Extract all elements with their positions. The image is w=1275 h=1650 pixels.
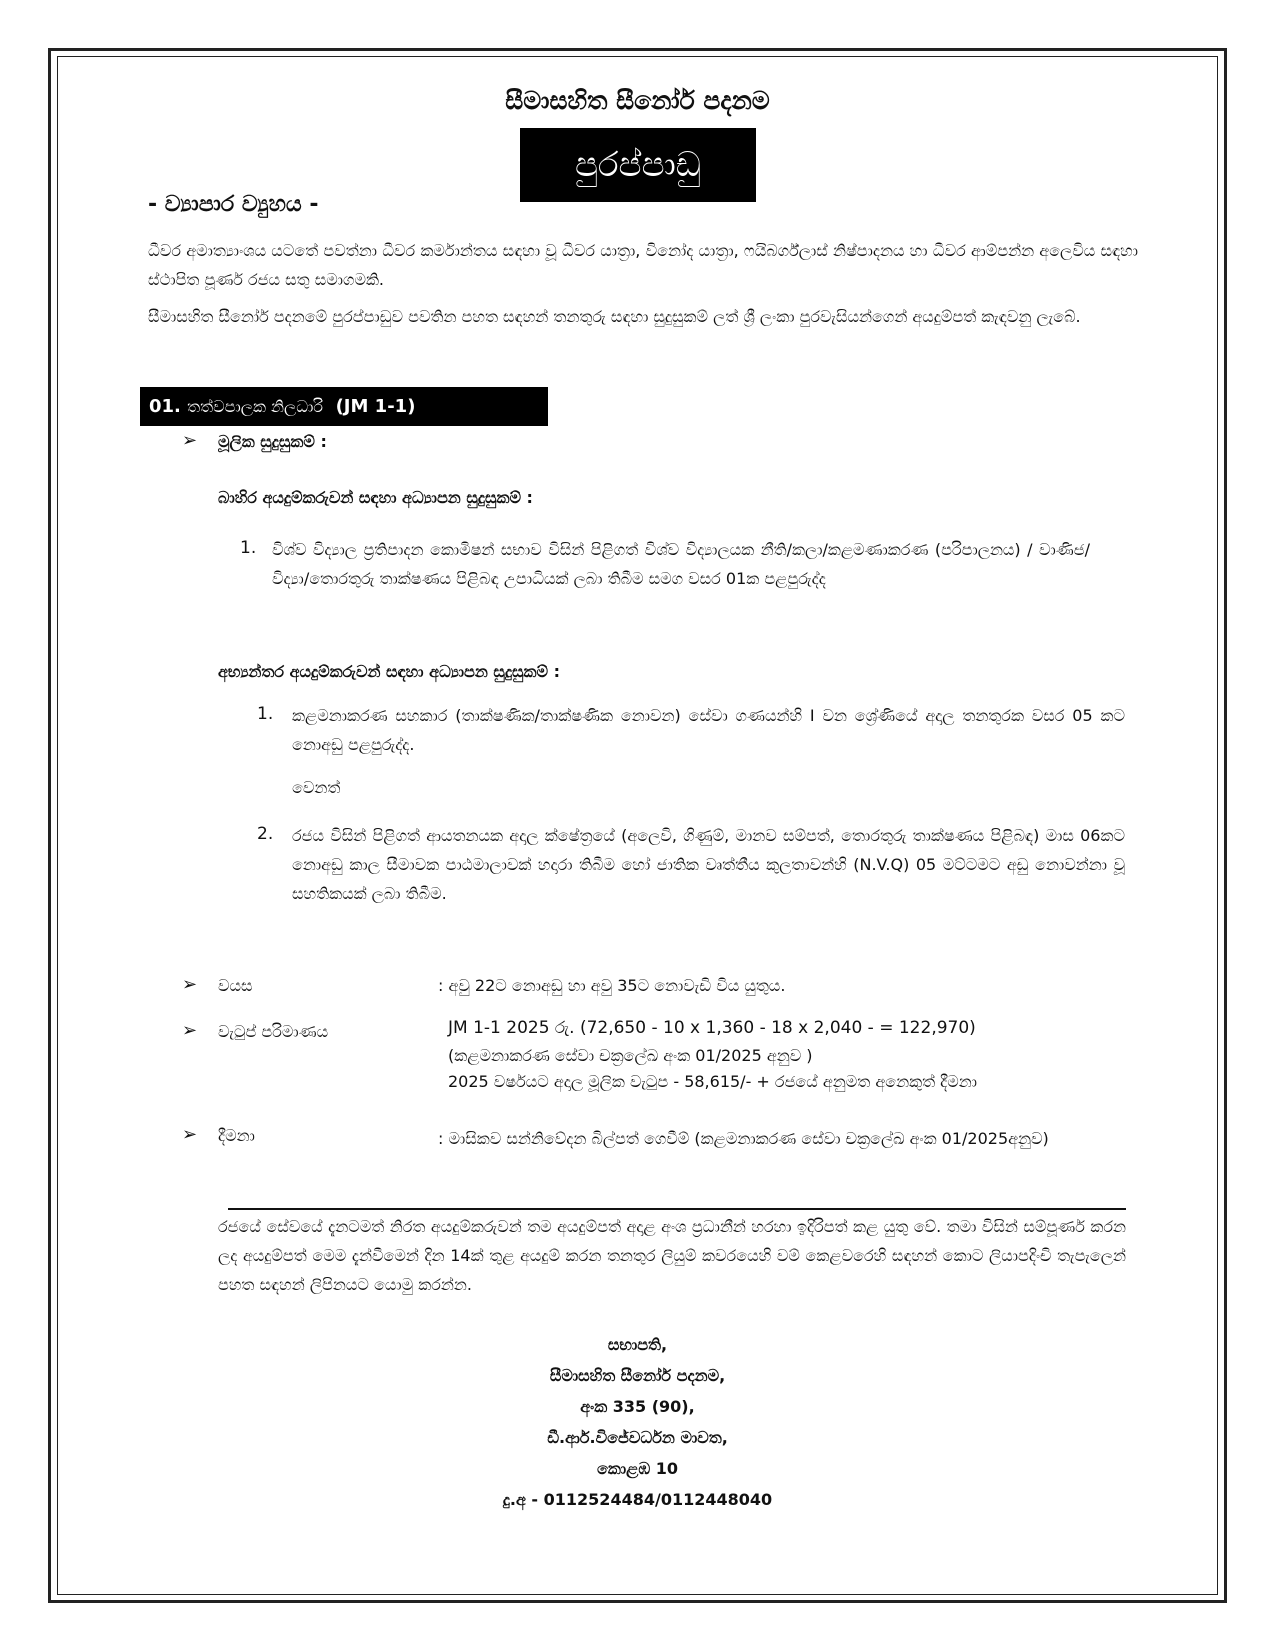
organization-title: සීමාසහිත සීනෝර් පදනම [505, 86, 770, 115]
vacancies-banner: පුරප්පාඩු [520, 128, 756, 202]
telephone: දු.අ - 0112524484/0112448040 [502, 1490, 773, 1509]
address-line: කොළඹ 10 [596, 1459, 679, 1478]
post-grade: (JM 1-1) [335, 396, 416, 417]
bullet-arrow-icon: ➢ [182, 1124, 198, 1145]
intro-paragraph-1: ධීවර අමාත්‍යාංශය යටතේ පවත්නා ධීවර කර්මාන්තය සඳහා වූ ධීවර යාත්‍රා, විනෝද යාත්‍රා, ෆයිබර්ග්ලාස් නිෂ්පාදනය හා ධීවර ආම්පන්න අලෙවිය සඳහා ස්ථාපිත පූර්ණ රජය සතු සමාගමකි. [148, 241, 1138, 289]
address-line: සභාපති, [607, 1335, 668, 1354]
internal-item-text: රජය විසින් පිළිගත් ආයතනයක අදාල ක්ෂේත්‍රයේ (අලෙවි, ගිණුම්, මානව සම්පත්, තොරතුරු තාක්ෂණය පිළිබඳ) මාස 06කට නොඅඩු කාල සීමාවක පාඨමාලාවක් හදාරා තිබීම හෝ ජාතික වෘත්තීය කුලතාවන්හි (N.V.Q) 05 මට්ටමට අඩු නොවන්නා වූ සහතිකයක් ලබා තිබීම. [292, 826, 1125, 903]
bullet-arrow-icon: ➢ [182, 974, 198, 995]
internal-applicants-heading: අභ්‍යන්තර අයදුම්කරුවන් සඳහා අධ්‍යාපන සුදුසුකම් : [218, 662, 561, 681]
basic-qualifications-heading: මූලික සුදුසුකම් : [218, 432, 327, 451]
post-number: 01. [149, 396, 181, 417]
salary-scale-line: JM 1-1 2025 රු. (72,650 - 10 x 1,360 - 18 x 2,040 - = 122,970) [448, 1018, 976, 1038]
section-divider [228, 1208, 1126, 1210]
internal-item-text: කළමනාකරණ සහකාර (තාක්ෂණික/තාක්ෂණික නොවන) සේවා ගණයන්හි I වන ශ්‍රේණියේ අදාල තනතුරක වසර 05 කට නොඅඩු පළපුරුද්ද. [292, 706, 1125, 754]
allowance-value: : මාසිකව සන්නිවේදන බිල්පත් ගෙවීම් (කළමනාකරණ සේවා චක්‍රලේඛ අංක 01/2025අනුව) [438, 1129, 1049, 1148]
external-applicants-heading: බාහිර අයදුම්කරුවන් සඳහා අධ්‍යාපන සුදුසුකම් : [218, 488, 533, 507]
external-item-number: 1. [240, 538, 257, 558]
age-label: වයස [218, 976, 253, 995]
internal-item-number: 2. [257, 824, 274, 844]
closing-paragraph: රජයේ සේවයේ දැනටමත් නිරත අයදුම්කරුවන් තම අයදුම්පත් අදාළ අංශ ප්‍රධානීන් හරහා ඉදිරිපත් කළ යුතු වේ. තමා විසින් සම්පූර්ණ කරන ලද අයදුම්පත් මෙම දැන්වීමෙන් දින 14ක් තුළ අයදුම් කරන තනතුර ලියුම් කවරයෙහි වම් කෙළවරෙහි සඳහන් කොට ලියාපදිංචි තැපැලෙන් පහත සඳහන් ලිපිනයට යොමු කරන්න. [218, 1217, 1126, 1294]
business-structure-heading: - ව්‍යාපාර ව්‍යුහය - [148, 192, 319, 217]
salary-label: වැටුප් පරිමාණය [218, 1022, 329, 1041]
or-text: වෙනත් [292, 778, 341, 797]
address-line: ඩී.ආර්.විජේවර්ධන මාවත, [547, 1428, 728, 1447]
age-value: : අවු 22ට නොඅඩු හා අවු 35ට නොවැඩි විය යුතුය. [438, 976, 786, 995]
allowance-label: දීමනා [218, 1126, 255, 1145]
internal-item-number: 1. [257, 704, 274, 724]
address-line: අංක 335 (90), [580, 1397, 695, 1416]
intro-paragraph-2: සීමාසහිත සීනෝර් පදනමේ පුරප්පාඩුව පවතින පහත සඳහන් තනතුරු සඳහා සුදුසුකම් ලත් ශ්‍රී ලංකා පුරවැසියන්ගෙන් අයදුම්පත් කැඳවනු ලැබේ. [148, 307, 1081, 326]
external-item-text: විශ්ව විද්‍යාල ප්‍රතිපාදන කොමිෂන් සභාව විසින් පිළිගත් විශ්ව විද්‍යාලයක නීති/කලා/කළමණාකරණ (පරිපාලනය) / වාණිජ/විද්‍යා/තොරතුරු තාක්ෂණය පිළිබඳ උපාධියක් ලබා තිබීම සමග වසර 01ක පළපුරුද්ද [272, 540, 1090, 588]
salary-circular-line: (කළමනාකරණ සේවා චක්‍රලේඛ අංක 01/2025 අනුව ) [448, 1046, 813, 1065]
post-title: තත්වපාලක නිලධාරි [187, 396, 324, 416]
address-line: සීමාසහිත සීනෝර් පදනම, [549, 1366, 726, 1385]
bullet-arrow-icon: ➢ [182, 1020, 198, 1041]
post-title-bar [140, 387, 548, 426]
salary-basic-line: 2025 වර්ෂයට අදාල මූලික වැටුප - 58,615/- + රජයේ අනුමත අනෙකුත් දීමනා [448, 1072, 978, 1091]
bullet-arrow-icon: ➢ [182, 430, 198, 451]
